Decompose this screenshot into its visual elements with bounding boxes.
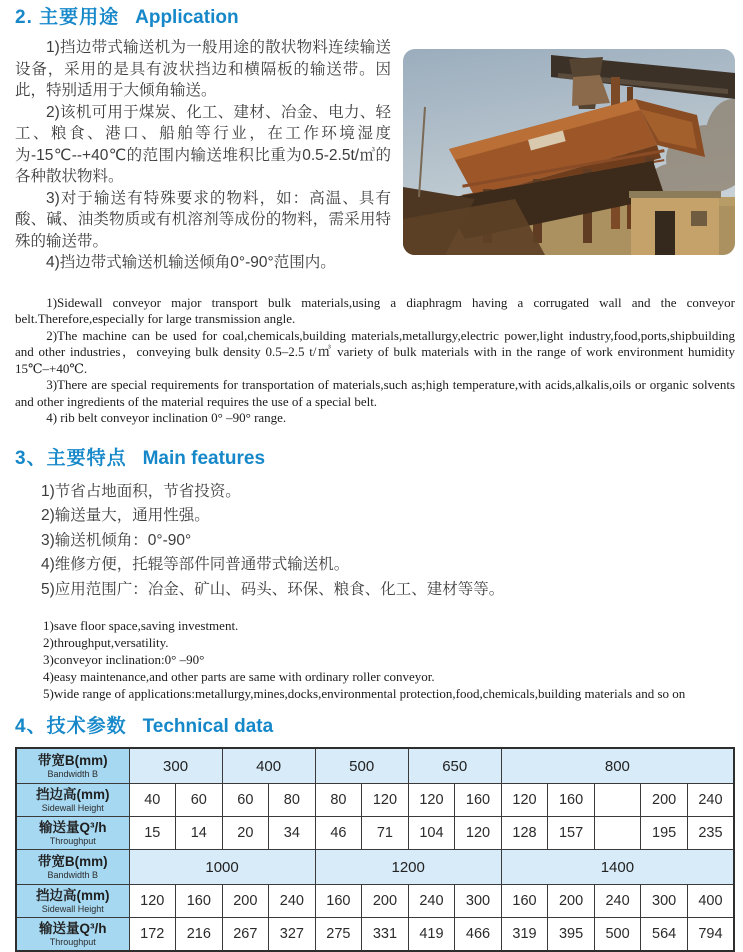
throughput-value: 395 (548, 918, 595, 952)
application-heading (15, 6, 735, 30)
features-heading-zh: 3、主要特点 (15, 447, 127, 469)
bandwidth-value: 400 (222, 748, 315, 784)
throughput-value: 794 (687, 918, 734, 952)
row-label-zh: 带宽B(mm) (37, 854, 108, 869)
section-technical-data (15, 715, 735, 952)
throughput-row (16, 817, 734, 850)
bandwidth-value: 1400 (501, 850, 734, 885)
throughput-value: 104 (408, 817, 455, 850)
sidewall-height-value: 160 (455, 784, 502, 817)
feature-item-zh: 5)应用范围广：冶金、矿山、码头、环保、粮食、化工、建材等等。 (41, 580, 505, 598)
throughput-value: 20 (222, 817, 269, 850)
bandwidth-row (16, 850, 734, 885)
throughput-value: 15 (129, 817, 176, 850)
technical-data-table (15, 747, 735, 952)
sidewall-height-value: 120 (129, 885, 176, 918)
sidewall-height-value: 120 (501, 784, 548, 817)
application-paragraph-en: 1)Sidewall conveyor major transport bulk materials,using a diaphragm having a corrugated wall and the conveyor belt.Therefore,especially for large transmission angle. (15, 294, 735, 326)
technical-table-body (16, 748, 734, 951)
sidewall-height-value: 200 (548, 885, 595, 918)
throughput-value: 46 (315, 817, 362, 850)
feature-item-en: 4)easy maintenance,and other parts are same with ordinary roller conveyor. (43, 669, 435, 684)
row-label-cell (16, 850, 129, 885)
row-label-cell (16, 817, 129, 850)
technical-heading (15, 715, 735, 739)
throughput-value: 172 (129, 918, 176, 952)
sidewall-height-value: 200 (362, 885, 409, 918)
throughput-value: 327 (269, 918, 316, 952)
application-heading-en: Application (135, 7, 239, 28)
sidewall-height-row (16, 885, 734, 918)
row-label-en: Throughput (49, 836, 96, 846)
throughput-value: 267 (222, 918, 269, 952)
feature-item-zh: 3)输送机倾角：0°-90° (41, 531, 192, 549)
throughput-value: 275 (315, 918, 362, 952)
throughput-value: 235 (687, 817, 734, 850)
feature-item-en: 2)throughput,versatility. (43, 635, 169, 650)
application-paragraph-en: 4) rib belt conveyor inclination 0° –90° range. (46, 410, 287, 425)
sidewall-height-value: 240 (408, 885, 455, 918)
sidewall-height-value: 400 (687, 885, 734, 918)
throughput-value: 157 (548, 817, 595, 850)
feature-item-zh: 2)输送量大，通用性强。 (41, 507, 210, 524)
sidewall-height-value: 200 (222, 885, 269, 918)
application-heading-zh: 2. 主要用途 (15, 7, 120, 28)
row-label-en: Bandwidth B (47, 769, 99, 779)
bandwidth-value: 1000 (129, 850, 315, 885)
throughput-value: 34 (269, 817, 316, 850)
features-list-zh (15, 480, 735, 603)
row-label-zh: 输送量Q³/h (39, 921, 107, 936)
technical-heading-zh: 4、技术参数 (15, 716, 127, 737)
sidewall-height-value: 300 (455, 885, 502, 918)
throughput-value: 466 (455, 918, 502, 952)
sidewall-height-value: 240 (594, 885, 641, 918)
application-paragraph-en: 2)The machine can be used for coal,chemicals,building materials,metallurgy,electric power,light industry,food,ports,shipbuilding and other industries，conveying bulk density 0.5–2.5 t/㎥ variety of bulk materials with in the range of work environment humidity 15℃–+40℃. (15, 327, 735, 376)
features-heading-en: Main features (142, 447, 266, 469)
sidewall-height-value: 60 (222, 784, 269, 817)
throughput-value: 419 (408, 918, 455, 952)
bandwidth-value: 500 (315, 748, 408, 784)
row-label-cell (16, 885, 129, 918)
row-label-en: Sidewall Height (41, 803, 104, 813)
throughput-value: 195 (641, 817, 688, 850)
sidewall-height-value: 240 (269, 885, 316, 918)
application-photo (403, 49, 735, 255)
row-label-zh: 挡边高(mm) (36, 787, 110, 802)
application-paragraph-zh: 3)对于输送有特殊要求的物料，如：高温、具有酸、碱、油类物质或有机溶剂等成份的物料，需采用特殊的输送带。 (15, 189, 391, 250)
bandwidth-value: 1200 (315, 850, 501, 885)
application-paragraph-zh: 4)挡边带式输送机输送倾角0°-90°范围内。 (46, 254, 336, 271)
row-label-cell (16, 748, 129, 784)
sidewall-height-value (594, 784, 641, 817)
sidewall-height-value: 120 (408, 784, 455, 817)
feature-item-zh: 1)节省占地面积，节省投资。 (41, 482, 241, 500)
throughput-value: 120 (455, 817, 502, 850)
row-label-zh: 输送量Q³/h (39, 820, 107, 835)
sidewall-height-value: 60 (176, 784, 223, 817)
throughput-value: 331 (362, 918, 409, 952)
bandwidth-row (16, 748, 734, 784)
sidewall-height-row (16, 784, 734, 817)
feature-item-zh: 4)维修方便，托辊等部件同普通带式输送机。 (41, 556, 350, 573)
sidewall-height-value: 120 (362, 784, 409, 817)
throughput-value: 319 (501, 918, 548, 952)
sidewall-height-value: 40 (129, 784, 176, 817)
application-paragraph-en: 3)There are special requirements for transportation of materials,such as;high temperature,with acids,alkalis,oils or organic solvents and other ingredients of the material requires the use of a special belt. (15, 377, 735, 409)
throughput-value: 216 (176, 918, 223, 952)
feature-item-en: 5)wide range of applications:metallurgy,mines,docks,environmental protection,food,chemicals,building materials and so on (43, 686, 686, 701)
throughput-value: 14 (176, 817, 223, 850)
throughput-value: 128 (501, 817, 548, 850)
sidewall-height-value: 160 (315, 885, 362, 918)
row-label-cell (16, 784, 129, 817)
throughput-value: 500 (594, 918, 641, 952)
throughput-row (16, 918, 734, 952)
sidewall-height-value: 160 (501, 885, 548, 918)
features-heading (15, 447, 735, 471)
sidewall-height-value: 80 (269, 784, 316, 817)
application-body-en (15, 295, 735, 427)
row-label-zh: 带宽B(mm) (37, 753, 108, 768)
row-label-cell (16, 918, 129, 952)
sidewall-height-value: 240 (687, 784, 734, 817)
bandwidth-value: 650 (408, 748, 501, 784)
application-paragraph-zh: 1)挡边带式输送机为一般用途的散状物料连续输送设备，采用的是具有波状挡边和横隔板的输送带。因此，特别适用于大倾角输送。 (15, 39, 391, 99)
row-label-en: Bandwidth B (47, 870, 99, 880)
application-paragraph-zh: 2)该机可用于煤炭、化工、建材、冶金、电力、轻工、粮食、港口、船舶等行业，在工作环境湿度为-15℃--+40℃的范围内输送堆积比重为0.5-2.5t/㎥的各种散状物料。 (15, 103, 391, 185)
application-body (15, 37, 735, 274)
conveyor-photo-illustration (403, 49, 735, 255)
sidewall-height-value: 80 (315, 784, 362, 817)
feature-item-en: 1)save floor space,saving investment. (43, 618, 239, 633)
bandwidth-value: 800 (501, 748, 734, 784)
section-application (15, 6, 735, 427)
features-list-en (15, 617, 735, 702)
sidewall-height-value: 160 (548, 784, 595, 817)
sidewall-height-value: 200 (641, 784, 688, 817)
row-label-zh: 挡边高(mm) (36, 888, 110, 903)
row-label-en: Sidewall Height (41, 904, 104, 914)
sidewall-height-value: 160 (176, 885, 223, 918)
row-label-en: Throughput (49, 937, 96, 947)
feature-item-en: 3)conveyor inclination:0° –90° (43, 652, 205, 667)
throughput-value: 564 (641, 918, 688, 952)
throughput-value (594, 817, 641, 850)
technical-heading-en: Technical data (142, 716, 274, 737)
throughput-value: 71 (362, 817, 409, 850)
bandwidth-value: 300 (129, 748, 222, 784)
section-features (15, 447, 735, 703)
sidewall-height-value: 300 (641, 885, 688, 918)
